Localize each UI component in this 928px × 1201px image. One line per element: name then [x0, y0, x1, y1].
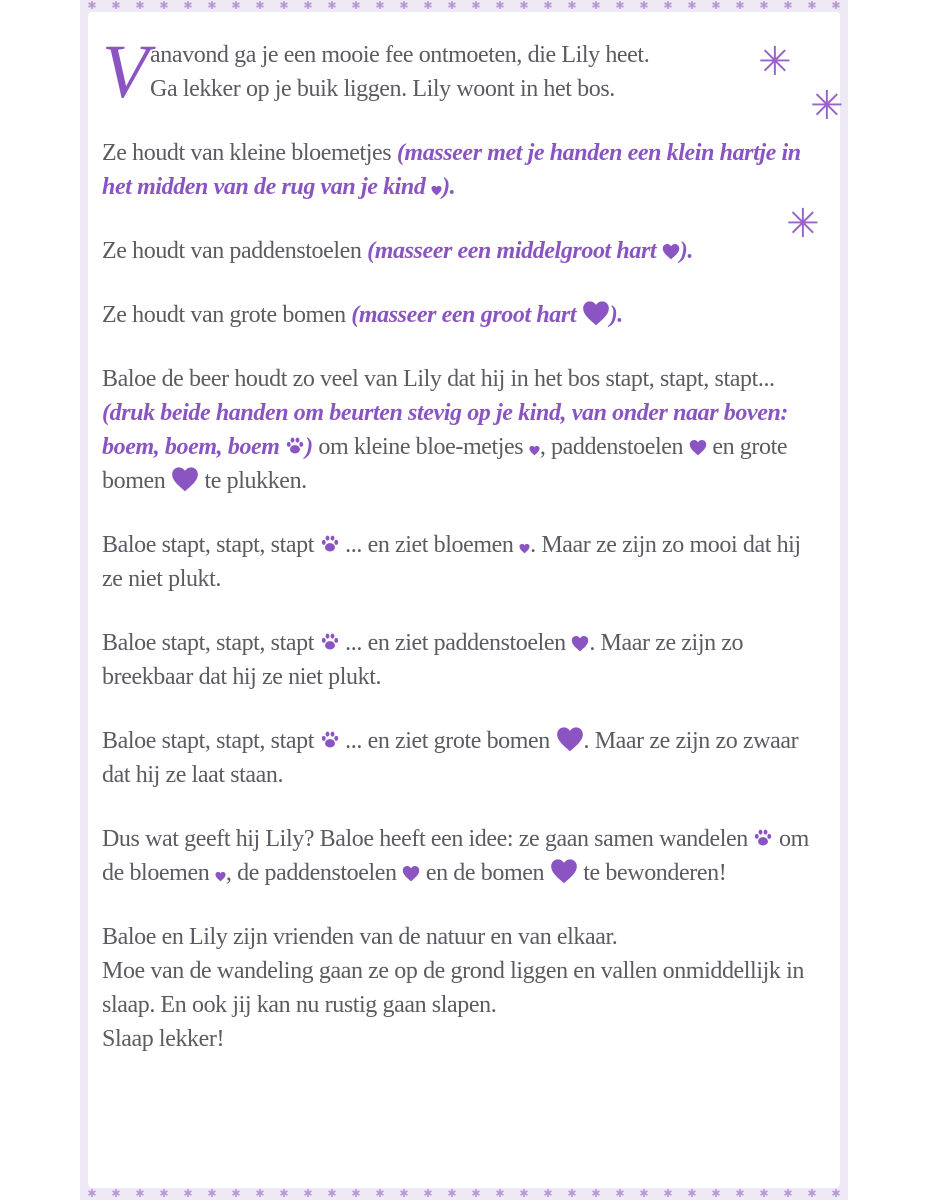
paragraph-3: Ze houdt van paddenstoelen (masseer een middelgroot hart ). [102, 238, 693, 264]
heart-icon [571, 635, 589, 652]
massage-instruction: (masseer met je handen een klein hartje in het midden van de rug van je kind ). [102, 140, 801, 200]
heart-icon [519, 543, 530, 554]
heart-icon [662, 243, 680, 260]
star-icon: ✳ [786, 201, 820, 247]
paragraph-2: Ze houdt van kleine bloemetjes (masseer met je handen een klein hartje in het midden van de rug van je kind ). [102, 140, 801, 200]
heart-icon [402, 865, 420, 882]
massage-instruction: (masseer een middelgroot hart ). [367, 238, 693, 264]
star-icon: ✳ [810, 83, 844, 129]
paragraph-9: Dus wat geeft hij Lily? Baloe heeft een idee: ze gaan samen wandelen om de bloemen , de paddenstoelen en de bomen te bewonderen! [102, 826, 809, 886]
paragraph-8: Baloe stapt, stapt, stapt ... en ziet grote bomen . Maar ze zijn zo zwaar dat hij ze laat staan. [102, 728, 799, 788]
heart-icon [689, 439, 707, 456]
heart-icon [529, 445, 540, 456]
heart-icon [550, 858, 578, 884]
drop-cap: V [102, 30, 149, 114]
paw-icon [320, 730, 340, 750]
paragraph-1: Vanavond ga je een mooie fee ontmoeten, die Lily heet. Ga lekker op je buik liggen. Lily woont in het bos. [102, 30, 650, 114]
story-text [102, 30, 812, 1086]
heart-icon [171, 466, 199, 492]
top-star-border: ✱ ✱ ✱ ✱ ✱ ✱ ✱ ✱ ✱ ✱ ✱ ✱ ✱ ✱ ✱ ✱ ✱ ✱ ✱ ✱ ✱ ✱ ✱ ✱ ✱ ✱ ✱ ✱ ✱ ✱ ✱ ✱ [87, 0, 841, 12]
bottom-star-border: ✱ ✱ ✱ ✱ ✱ ✱ ✱ ✱ ✱ ✱ ✱ ✱ ✱ ✱ ✱ ✱ ✱ ✱ ✱ ✱ ✱ ✱ ✱ ✱ ✱ ✱ ✱ ✱ ✱ ✱ ✱ ✱ [87, 1187, 841, 1200]
paragraph-6: Baloe stapt, stapt, stapt ... en ziet bloemen . Maar ze zijn zo mooi dat hij ze niet plukt. [102, 532, 801, 592]
paw-icon [285, 436, 305, 456]
heart-icon [215, 871, 226, 882]
massage-instruction: (masseer een groot hart ). [351, 302, 623, 328]
paw-icon [320, 534, 340, 554]
heart-icon [431, 185, 442, 196]
heart-icon [556, 726, 584, 752]
massage-instruction: (druk beide handen om beurten stevig op je kind, van onder naar boven: boem, boem, boem ) [102, 400, 789, 460]
paragraph-4: Ze houdt van grote bomen (masseer een groot hart ). [102, 302, 623, 328]
paw-icon [320, 632, 340, 652]
heart-icon [582, 300, 610, 326]
paw-icon [753, 828, 773, 848]
star-icon: ✳ [758, 39, 792, 85]
paragraph-5: Baloe de beer houdt zo veel van Lily dat hij in het bos stapt, stapt, stapt... (druk beide handen om beurten stevig op je kind, van onder naar boven: boem, boem, boem ) om kleine bloe-metjes , paddenstoelen en grote bomen te plukken. [102, 366, 789, 494]
paragraph-10: Baloe en Lily zijn vrienden van de natuur en van elkaar. Moe van de wandeling gaan ze op de grond liggen en vallen onmiddellijk in slaap. En ook jij kan nu rustig gaan slapen. Slaap lekker! [102, 924, 804, 1052]
paragraph-7: Baloe stapt, stapt, stapt ... en ziet paddenstoelen . Maar ze zijn zo breekbaar dat hij ze niet plukt. [102, 630, 744, 690]
